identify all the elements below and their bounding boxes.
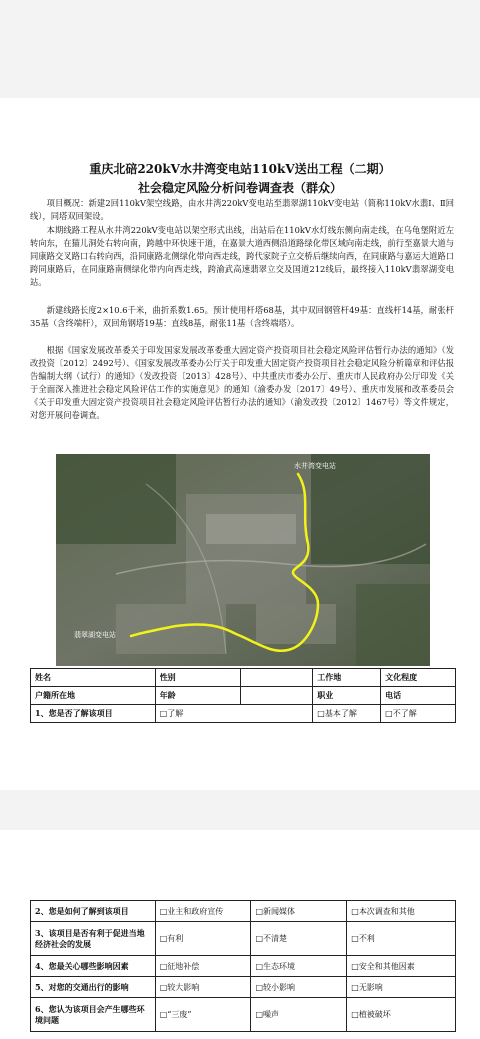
- question-4-text: 4、您最关心哪些影响因素: [31, 956, 156, 977]
- document-page-2: [0, 830, 480, 1039]
- q4-option-3-label: 安全和其他因素: [358, 961, 415, 971]
- respondent-info-table: [30, 668, 456, 723]
- q1-option-3-label: 不了解: [392, 709, 417, 718]
- question-1-text: 1、您是否了解该项目: [31, 705, 156, 723]
- question-row: [31, 922, 456, 956]
- question-row: [31, 901, 456, 922]
- q3-option-1[interactable]: [155, 922, 251, 956]
- q6-option-3[interactable]: [347, 998, 456, 1032]
- q2-option-2[interactable]: [251, 901, 347, 922]
- q5-option-3[interactable]: [347, 977, 456, 998]
- q6-option-1[interactable]: [155, 998, 251, 1032]
- checkbox-icon[interactable]: [351, 962, 359, 971]
- checkbox-icon[interactable]: [351, 1010, 359, 1019]
- checkbox-icon[interactable]: [255, 907, 263, 916]
- checkbox-icon[interactable]: [351, 907, 359, 916]
- q1-option-1[interactable]: [155, 705, 313, 723]
- question-6-text: 6、您认为该项目会产生哪些环境问题: [31, 998, 156, 1032]
- checkbox-icon[interactable]: [255, 983, 263, 992]
- substation-start-label: 水井湾变电站: [294, 462, 336, 470]
- document-page-1: [0, 98, 480, 790]
- question-2-text: 2、您是如何了解到该项目: [31, 901, 156, 922]
- question-3-text: 3、该项目是否有利于促进当地经济社会的发展: [31, 922, 156, 956]
- q3-option-2[interactable]: [251, 922, 347, 956]
- q4-option-2[interactable]: [251, 956, 347, 977]
- q2-option-1-label: 业主和政府宣传: [167, 906, 224, 916]
- title-line-1: 重庆北碚220kV水井湾变电站110kV送出工程（二期）: [89, 162, 391, 176]
- q5-option-1[interactable]: [155, 977, 251, 998]
- q5-option-2[interactable]: [251, 977, 347, 998]
- q2-option-1[interactable]: [155, 901, 251, 922]
- q4-option-1-label: 征地补偿: [167, 961, 200, 971]
- line-length-paragraph: 新建线路长度2×10.6千米，曲折系数1.65。预计使用杆塔68基，其中双回钢管杆49基：直线杆14基，耐张杆35基（含终端杆），双回角钢塔19基：直线8基，耐张11基（含终端塔）。: [30, 305, 454, 329]
- name-label: 姓名: [31, 669, 156, 687]
- q3-option-2-label: 不清楚: [263, 934, 288, 943]
- age-field[interactable]: [241, 687, 313, 705]
- checkbox-icon[interactable]: [255, 962, 263, 971]
- q6-option-2[interactable]: [251, 998, 347, 1032]
- checkbox-icon[interactable]: [255, 1010, 263, 1019]
- question-row: [31, 956, 456, 977]
- checkbox-icon[interactable]: [255, 934, 263, 943]
- route-description-paragraph: 本期线路工程从水井湾220kV变电站以架空形式出线，出站后在110kV水灯线东侧向南走线，在乌龟堡附近左转向东，在猫儿洞处右转向南，跨越中环快速干道，在嘉景大道西侧沿道路绿化带区域向南走线，前行至嘉景大道与同康路交叉路口右转向西，沿同康路北侧绿化带向西走线，跨代家院子立交桥后继续向西，在同康路与嘉运大道路口跨同康路后，在同康路南侧绿化带内向西走线，跨渝武高速翡翠立交及国道212线后，最终接入110kV翡翠湖变电站。: [30, 225, 454, 288]
- q5-option-2-label: 较小影响: [263, 982, 296, 992]
- phone-label: 电话: [381, 687, 456, 705]
- q4-option-3[interactable]: [347, 956, 456, 977]
- q6-option-1-label: “三废”: [167, 1010, 192, 1019]
- project-overview-paragraph: 项目概况：新建2回110kV架空线路，由水井湾220kV变电站至翡翠湖110kV变电站（简称110kV水翡Ⅰ、Ⅱ回线），同塔双回架设。: [30, 198, 454, 222]
- q2-option-2-label: 新闻媒体: [263, 906, 296, 916]
- checkbox-icon[interactable]: [351, 934, 359, 943]
- question-5-text: 5、对您的交通出行的影响: [31, 977, 156, 998]
- regulations-paragraph: 根据《国家发展改革委关于印发国家发展改革委重大固定资产投资项目社会稳定风险评估暂行办法的通知》（发改投资〔2012〕2492号）、《国家发展改革委办公厅关于印发重大固定资产投资项目社会稳定风险分析篇章和评估报告编制大纲（试行）的通知》（发改投资〔2013〕428号）、中共重庆市委办公厅、重庆市人民政府办公厅印发《关于全面深入推进社会稳定风险评估工作的实施意见》的通知（渝委办发〔2017〕49号）、重庆市发展和改革委员会《关于印发重大固定资产投资项目社会稳定风险评估暂行办法的通知》（渝发改投〔2012〕1467号）等文件规定，对您开展问卷调查。: [30, 345, 454, 421]
- q2-option-3-label: 本次调查和其他: [358, 906, 415, 916]
- q4-option-2-label: 生态环境: [263, 961, 296, 971]
- household-label: 户籍所在地: [31, 687, 156, 705]
- question-row: [31, 998, 456, 1032]
- q6-option-3-label: 植被破坏: [358, 1010, 391, 1019]
- education-label: 文化程度: [381, 669, 456, 687]
- q5-option-1-label: 较大影响: [167, 982, 200, 992]
- gender-label: 性别: [155, 669, 241, 687]
- title-line-2: 社会稳定风险分析问卷调查表（群众）: [137, 181, 342, 195]
- q3-option-3[interactable]: [347, 922, 456, 956]
- checkbox-icon[interactable]: [385, 709, 393, 718]
- q1-option-2[interactable]: [313, 705, 381, 723]
- q2-option-3[interactable]: [347, 901, 456, 922]
- checkbox-icon[interactable]: [317, 709, 325, 718]
- substation-end-label: 翡翠湖变电站: [74, 631, 116, 639]
- route-satellite-map: [56, 454, 430, 666]
- q3-option-1-label: 有利: [167, 934, 184, 943]
- q3-option-3-label: 不利: [358, 934, 375, 943]
- checkbox-icon[interactable]: [351, 983, 359, 992]
- q5-option-3-label: 无影响: [358, 982, 383, 992]
- job-label: 职业: [313, 687, 381, 705]
- workplace-label: 工作地: [313, 669, 381, 687]
- age-label: 年龄: [155, 687, 241, 705]
- questionnaire-table: [30, 900, 456, 1032]
- q6-option-2-label: 噪声: [263, 1010, 280, 1019]
- q1-option-2-label: 基本了解: [324, 709, 357, 718]
- q4-option-1[interactable]: [155, 956, 251, 977]
- q1-option-3[interactable]: [381, 705, 456, 723]
- q1-option-1-label: 了解: [167, 709, 184, 718]
- question-row: [31, 977, 456, 998]
- gender-field[interactable]: [241, 669, 313, 687]
